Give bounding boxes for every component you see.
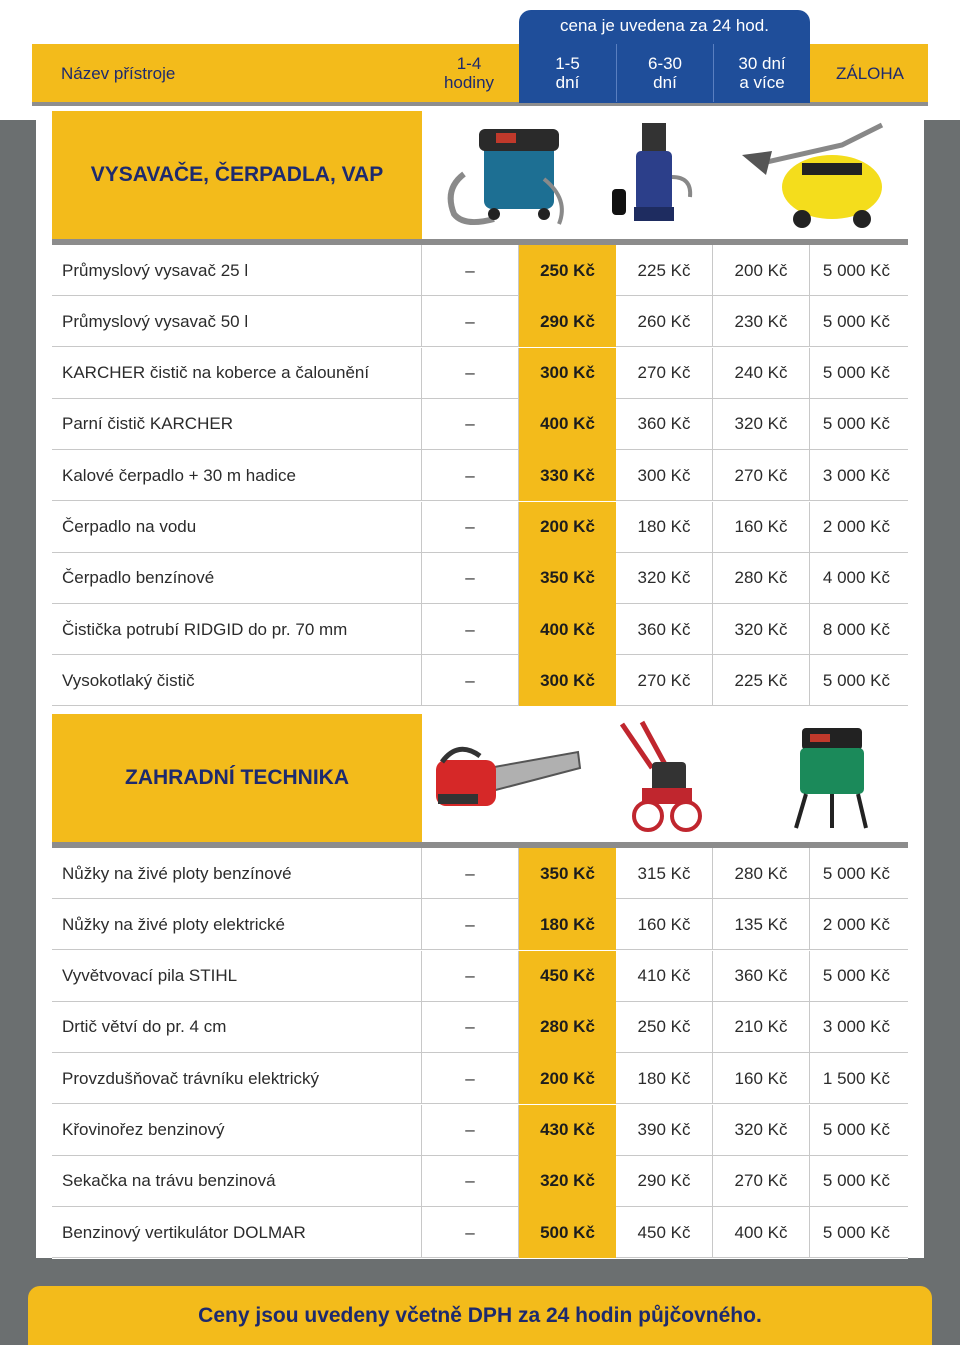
item-name: Průmyslový vysavač 25 l: [52, 245, 422, 296]
header-30-days: [713, 44, 810, 102]
header-30-label: 30 dní a více: [738, 54, 786, 92]
deposit-amount: 5 000 Kč: [822, 966, 890, 986]
price-1-4-hours: –: [422, 604, 519, 655]
price-30-days: 280 Kč: [713, 848, 810, 899]
item-name: Provzdušňovač trávníku elektrický: [52, 1053, 422, 1104]
table-row: [52, 1002, 908, 1053]
price-1-4-hours: –: [422, 1105, 519, 1156]
header-6-30-days: [616, 44, 713, 102]
price-6-30-days: 360 Kč: [616, 399, 713, 450]
wet-dry-vacuum-icon: [444, 119, 574, 231]
price-1-4-hours: –: [422, 399, 519, 450]
price-6-30-days: 320 Kč: [616, 553, 713, 604]
table-row: [52, 655, 908, 706]
table-row: [52, 951, 908, 1002]
item-name: KARCHER čistič na koberce a čalounění: [52, 348, 422, 399]
submersible-pump-icon: [612, 117, 702, 233]
price-1-5-days: 290 Kč: [519, 296, 616, 347]
table-row: [52, 502, 908, 553]
price-1-4-hours: –: [422, 1207, 519, 1258]
item-name: Vyvětvovací pila STIHL: [52, 951, 422, 1002]
price-30-days: 320 Kč: [713, 604, 810, 655]
price-1-4-hours: –: [422, 1053, 519, 1104]
price-6-30-days: 225 Kč: [616, 245, 713, 296]
table-row: [52, 604, 908, 655]
table-row: [52, 1053, 908, 1104]
footer-note: Ceny jsou uvedeny včetně DPH za 24 hodin půjčovného.: [198, 1303, 762, 1327]
price-1-5-days: 320 Kč: [519, 1156, 616, 1207]
header-1-4-hours: [420, 44, 518, 102]
price-1-5-days: 350 Kč: [519, 553, 616, 604]
price-column-group: [519, 10, 810, 103]
price-6-30-days: 260 Kč: [616, 296, 713, 347]
price-6-30-days: 360 Kč: [616, 604, 713, 655]
deposit-amount: 5 000 Kč: [822, 1171, 890, 1191]
price-30-days: 270 Kč: [713, 1156, 810, 1207]
price-1-5-days: 280 Kč: [519, 1002, 616, 1053]
price-6-30-days: 270 Kč: [616, 348, 713, 399]
price-1-5-days: 330 Kč: [519, 450, 616, 501]
item-name: Křovinořez benzinový: [52, 1105, 422, 1156]
price-1-4-hours: –: [422, 848, 519, 899]
header-deposit: ZÁLOHA: [835, 63, 905, 83]
price-30-days: 210 Kč: [713, 1002, 810, 1053]
price-1-5-days: 180 Kč: [519, 899, 616, 950]
header-1-4-label: 1-4 hodiny: [443, 54, 495, 92]
table-row: [52, 899, 908, 950]
item-name: Čerpadlo benzínové: [52, 553, 422, 604]
deposit-amount: 2 000 Kč: [822, 914, 890, 934]
right-frame: [924, 120, 960, 1345]
price-1-5-days: 200 Kč: [519, 1053, 616, 1104]
table-row: [52, 348, 908, 399]
deposit-amount: 3 000 Kč: [822, 465, 890, 485]
price-6-30-days: 450 Kč: [616, 1207, 713, 1258]
deposit-amount: 3 000 Kč: [822, 1017, 890, 1037]
price-30-days: 230 Kč: [713, 296, 810, 347]
section-title: ZAHRADNÍ TECHNIKA: [52, 714, 422, 842]
deposit-amount: 8 000 Kč: [822, 619, 890, 639]
price-1-4-hours: –: [422, 1002, 519, 1053]
deposit-amount: 5 000 Kč: [822, 670, 890, 690]
item-name: Parní čistič KARCHER: [52, 399, 422, 450]
price-6-30-days: 250 Kč: [616, 1002, 713, 1053]
price-1-4-hours: –: [422, 348, 519, 399]
price-1-5-days: 400 Kč: [519, 604, 616, 655]
header-1-5-label: 1-5 dní: [555, 54, 580, 92]
table-row: [52, 848, 908, 899]
price-1-4-hours: –: [422, 1156, 519, 1207]
item-name: Průmyslový vysavač 50 l: [52, 296, 422, 347]
price-30-days: 225 Kč: [713, 655, 810, 706]
deposit-amount: 5 000 Kč: [822, 1222, 890, 1242]
price-1-4-hours: –: [422, 899, 519, 950]
item-name: Čistička potrubí RIDGID do pr. 70 mm: [52, 604, 422, 655]
header-1-5-days: [519, 44, 616, 102]
price-6-30-days: 270 Kč: [616, 655, 713, 706]
price-1-5-days: 300 Kč: [519, 655, 616, 706]
item-name: Kalové čerpadlo + 30 m hadice: [52, 450, 422, 501]
section-title: VYSAVAČE, ČERPADLA, VAP: [52, 111, 422, 239]
price-1-5-days: 200 Kč: [519, 502, 616, 553]
price-30-days: 360 Kč: [713, 951, 810, 1002]
carpet-cleaner-icon: [742, 115, 902, 233]
price-1-5-days: 400 Kč: [519, 399, 616, 450]
price-6-30-days: 410 Kč: [616, 951, 713, 1002]
header-name: Název přístroje: [61, 63, 176, 83]
deposit-amount: 5 000 Kč: [822, 1120, 890, 1139]
price-6-30-days: 290 Kč: [616, 1156, 713, 1207]
price-30-days: 320 Kč: [713, 399, 810, 450]
price-30-days: 160 Kč: [713, 1053, 810, 1104]
table-row: [52, 1105, 908, 1156]
price-30-days: 200 Kč: [713, 245, 810, 296]
item-name: Nůžky na živé ploty benzínové: [52, 848, 422, 899]
tiller-icon: [612, 718, 712, 838]
price-1-5-days: 250 Kč: [519, 245, 616, 296]
price-1-4-hours: –: [422, 296, 519, 347]
price-note: cena je uvedena za 24 hod.: [560, 16, 769, 35]
table-row: [52, 399, 908, 450]
price-1-5-days: 430 Kč: [519, 1105, 616, 1156]
item-name: Drtič větví do pr. 4 cm: [52, 1002, 422, 1053]
price-1-5-days: 300 Kč: [519, 348, 616, 399]
section-header-vacuums: [52, 111, 908, 239]
price-1-5-days: 350 Kč: [519, 848, 616, 899]
table-row: [52, 450, 908, 501]
price-6-30-days: 300 Kč: [616, 450, 713, 501]
section-pictures: [422, 111, 908, 239]
left-frame: [0, 120, 36, 1345]
table-row: [52, 296, 908, 347]
price-6-30-days: 180 Kč: [616, 502, 713, 553]
price-30-days: 270 Kč: [713, 450, 810, 501]
price-6-30-days: 160 Kč: [616, 899, 713, 950]
deposit-amount: 1 500 Kč: [822, 1068, 890, 1088]
price-1-4-hours: –: [422, 553, 519, 604]
price-1-4-hours: –: [422, 245, 519, 296]
price-30-days: 135 Kč: [713, 899, 810, 950]
deposit-amount: 5 000 Kč: [822, 260, 890, 280]
header-6-30-label: 6-30 dní: [647, 54, 683, 92]
table-row: [52, 553, 908, 604]
deposit-amount: 5 000 Kč: [822, 863, 890, 883]
price-30-days: 160 Kč: [713, 502, 810, 553]
item-name: Sekačka na trávu benzinová: [52, 1156, 422, 1207]
garden-shredder-icon: [786, 724, 876, 834]
deposit-amount: 5 000 Kč: [822, 311, 890, 331]
price-1-4-hours: –: [422, 450, 519, 501]
table-row: [52, 1156, 908, 1207]
price-1-5-days: 450 Kč: [519, 951, 616, 1002]
price-6-30-days: 315 Kč: [616, 848, 713, 899]
item-name: Nůžky na živé ploty elektrické: [52, 899, 422, 950]
price-table: [52, 111, 908, 1259]
table-row: [52, 245, 908, 296]
price-6-30-days: 180 Kč: [616, 1053, 713, 1104]
deposit-amount: 5 000 Kč: [822, 414, 890, 434]
price-30-days: 320 Kč: [713, 1105, 810, 1156]
item-name: Vysokotlaký čistič: [52, 655, 422, 706]
item-name: Čerpadlo na vodu: [52, 502, 422, 553]
price-30-days: 400 Kč: [713, 1207, 810, 1258]
footer-banner: [28, 1286, 932, 1345]
price-30-days: 280 Kč: [713, 553, 810, 604]
price-1-4-hours: –: [422, 502, 519, 553]
price-1-4-hours: –: [422, 951, 519, 1002]
section-pictures: [422, 714, 908, 842]
price-30-days: 240 Kč: [713, 348, 810, 399]
price-6-30-days: 390 Kč: [616, 1105, 713, 1156]
item-name: Benzinový vertikulátor DOLMAR: [52, 1207, 422, 1258]
section-header-garden: [52, 714, 908, 842]
deposit-amount: 2 000 Kč: [822, 517, 890, 536]
table-row: [52, 1207, 908, 1258]
deposit-amount: 4 000 Kč: [822, 568, 890, 588]
chainsaw-icon: [428, 734, 584, 824]
price-1-4-hours: –: [422, 655, 519, 706]
deposit-amount: 5 000 Kč: [822, 363, 890, 383]
price-1-5-days: 500 Kč: [519, 1207, 616, 1258]
